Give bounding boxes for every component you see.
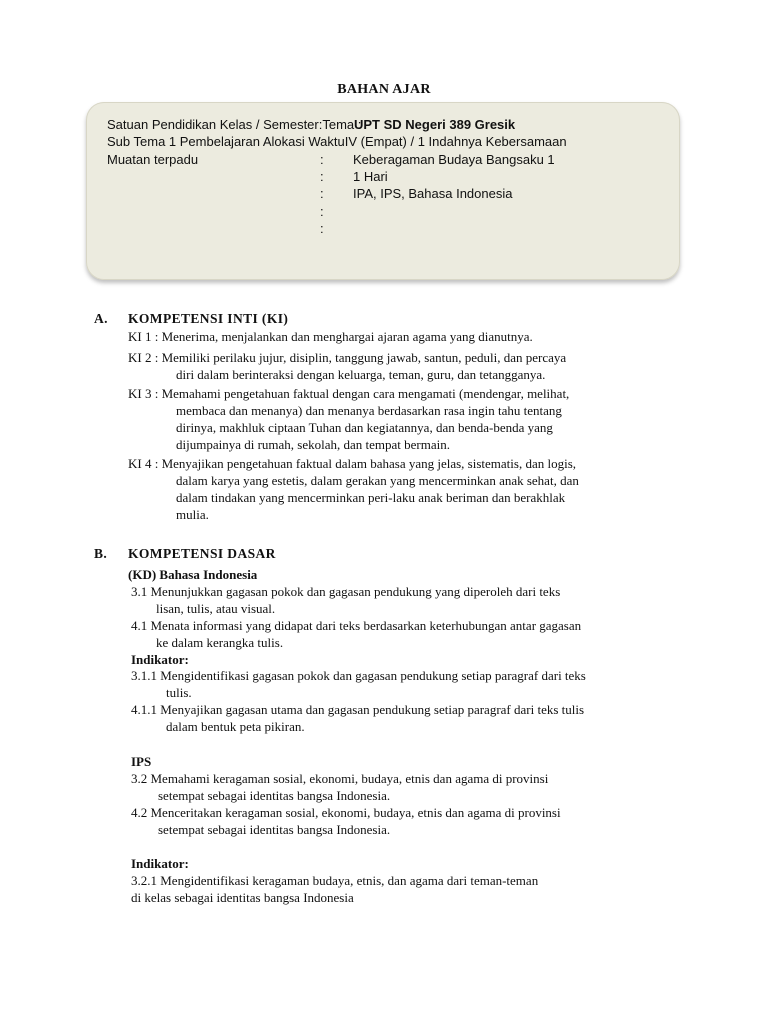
ki-4-cont-2: dalam tindakan yang mencerminkan peri-laku anak beriman dan berakhlak xyxy=(176,490,566,505)
ki-3-cont-2: dirinya, makhluk ciptaan Tuhan dan kegiatannya, dan benda-benda yang xyxy=(176,420,553,435)
section-a-letter: A. xyxy=(94,311,108,326)
info-school-name: UPT SD Negeri 389 Gresik xyxy=(354,117,516,132)
info-line-1-label: Satuan Pendidikan Kelas / Semester:Tema : xyxy=(107,117,362,132)
ips-4-2-cont: setempat sebagai identitas bangsa Indonesia. xyxy=(158,822,391,837)
info-colon-5: : xyxy=(320,221,324,236)
section-b-title: KOMPETENSI DASAR xyxy=(128,546,276,561)
ki-1: KI 1 : Menerima, menjalankan dan menghargai ajaran agama yang dianutnya. xyxy=(128,329,533,344)
info-line-2: Sub Tema 1 Pembelajaran Alokasi WaktuIV (Empat) / 1 Indahnya Kebersamaan xyxy=(107,134,567,149)
info-colon-4: : xyxy=(320,204,324,219)
info-colon-3: : xyxy=(320,186,324,201)
ips-3-2: 3.2 Memahami keragaman sosial, ekonomi, budaya, etnis dan agama di provinsi xyxy=(131,771,549,786)
ki-3-cont-1: membaca dan menanya) dan menanya berdasarkan rasa ingin tahu tentang xyxy=(176,403,562,418)
indikator-3-2-1: 3.2.1 Mengidentifikasi keragaman budaya, etnis, dan agama dari teman-teman xyxy=(131,873,539,888)
ki-2-cont: diri dalam berinteraksi dengan keluarga, teman, guru, dan tetangganya. xyxy=(176,367,546,382)
indikator-3-1-1: 3.1.1 Mengidentifikasi gagasan pokok dan gagasan pendukung setiap paragraf dari teks xyxy=(131,668,586,683)
indikator-label-1: Indikator: xyxy=(131,652,189,667)
kd-bahasa-indonesia-heading: (KD) Bahasa Indonesia xyxy=(128,567,258,582)
document-title: BAHAN AJAR xyxy=(337,82,431,97)
info-value-subjects: IPA, IPS, Bahasa Indonesia xyxy=(353,186,513,201)
ips-4-2: 4.2 Menceritakan keragaman sosial, ekonomi, budaya, etnis dan agama di provinsi xyxy=(131,805,561,820)
ki-3-first: KI 3 : Memahami pengetahuan faktual dengan cara mengamati (mendengar, melihat, xyxy=(128,386,570,401)
ki-2-first: KI 2 : Memiliki perilaku jujur, disiplin, tanggung jawab, santun, peduli, dan percaya xyxy=(128,350,567,365)
info-line-3-label: Muatan terpadu xyxy=(107,152,199,167)
info-value-time: 1 Hari xyxy=(353,169,388,184)
info-colon-2: : xyxy=(320,169,324,184)
ips-3-2-cont: setempat sebagai identitas bangsa Indonesia. xyxy=(158,788,391,803)
kd-4-1: 4.1 Menata informasi yang didapat dari teks berdasarkan keterhubungan antar gagasan xyxy=(131,618,582,633)
info-colon-1: : xyxy=(320,152,324,167)
ki-4-first: KI 4 : Menyajikan pengetahuan faktual dalam bahasa yang jelas, sistematis, dan logis, xyxy=(128,456,577,471)
indikator-label-2: Indikator: xyxy=(131,856,189,871)
info-value-subtheme: Keberagaman Budaya Bangsaku 1 xyxy=(353,152,555,167)
indikator-3-1-1-cont: tulis. xyxy=(166,685,192,700)
section-b-letter: B. xyxy=(94,546,108,561)
ki-3-cont-3: dijumpainya di rumah, sekolah, dan tempat bermain. xyxy=(176,437,451,452)
indikator-4-1-1: 4.1.1 Menyajikan gagasan utama dan gagasan pendukung setiap paragraf dari teks tulis xyxy=(131,702,585,717)
kd-3-1-cont: lisan, tulis, atau visual. xyxy=(156,601,276,616)
ki-4-cont-3: mulia. xyxy=(176,507,209,522)
ki-4-cont-1: dalam karya yang estetis, dalam gerakan yang mencerminkan anak sehat, dan xyxy=(176,473,579,488)
identity-box xyxy=(86,102,680,280)
ips-heading: IPS xyxy=(131,754,152,769)
indikator-4-1-1-cont: dalam bentuk peta pikiran. xyxy=(166,719,305,734)
section-a-title: KOMPETENSI INTI (KI) xyxy=(128,311,289,326)
kd-3-1: 3.1 Menunjukkan gagasan pokok dan gagasan pendukung yang diperoleh dari teks xyxy=(131,584,561,599)
kd-4-1-cont: ke dalam kerangka tulis. xyxy=(156,635,284,650)
indikator-3-2-1-cont: di kelas sebagai identitas bangsa Indonesia xyxy=(131,890,354,905)
